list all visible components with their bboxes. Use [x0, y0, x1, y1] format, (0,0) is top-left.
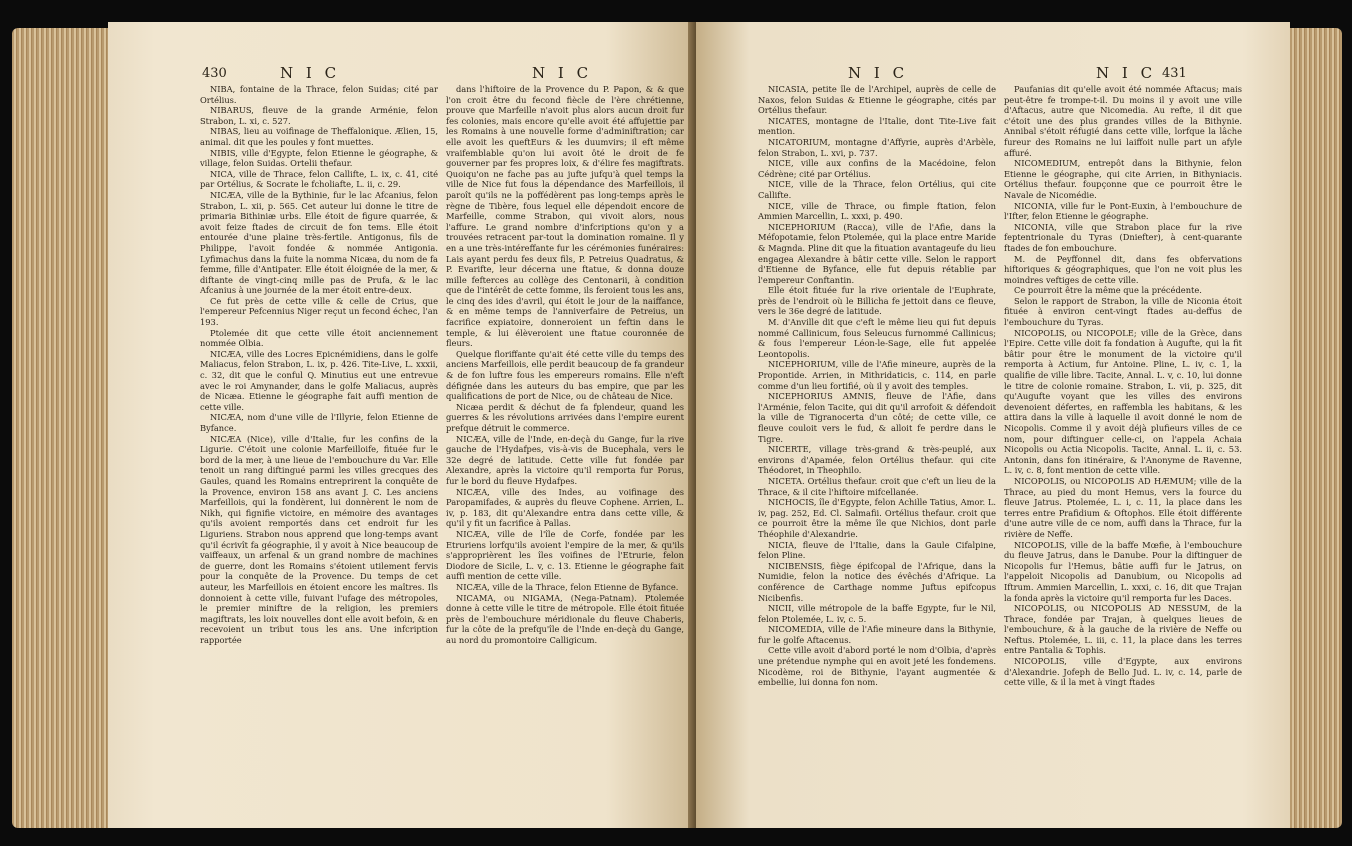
right-page-edges	[1290, 28, 1342, 828]
article-paragraph: NICOPOLIS, ville de la baffe Mœfie, à l'embouchure du fleuve Jatrus, dans le Danube. Pour la diftinguer de Nicopolis fur l'Hemus, bâtie auffi fur le Jatrus, on l'appeloit Nicopolis ad Danubium, ou Nicopolis ad Iftrum. Ammien Marcellin, L. xxxi, c. 16, dit que Trajan la fonda après la victoire qu'il remporta fur les Daces.	[1004, 539, 1242, 603]
text-column-left	[200, 84, 438, 645]
article-paragraph: NIBA, fontaine de la Thrace, felon Suidas; cité par Ortélius.	[200, 84, 438, 105]
article-paragraph: NICEPHORIUM, ville de l'Afie mineure, auprès de la Propontide. Arrien, in Mithridaticis, c. 114, en parle comme d'un lieu fortifié, où il y avoit des temples.	[758, 359, 996, 391]
article-paragraph: NICIA, fleuve de l'Italie, dans la Gaule Cifalpine, felon Pline.	[758, 539, 996, 561]
article-paragraph: NIBIS, ville d'Egypte, felon Etienne le géographe, & village, felon Suidas. Ortelii thefaur.	[200, 147, 438, 169]
left-page-edges	[12, 28, 108, 828]
article-paragraph: Paufanias dit qu'elle avoit été nommée Aftacus; mais peut-être fe trompe-t-il. Du moins il y avoit une ville d'Aftacus, autre que Nicomedia. Au refte, il dit que c'étoit une des plus grandes villes de la Bithynie. Annibal s'étoit réfugié dans cette ville, lorfque la lâche fureur des Romains ne lui laiffoit nulle part un afyle affuré.	[1004, 84, 1242, 158]
article-paragraph: NICASIA, petite île de l'Archipel, auprès de celle de Naxos, felon Suidas & Etienne le géographe, cités par Ortélius thefaur.	[758, 84, 996, 116]
article-paragraph: NICÆA, ville de l'Inde, en-deçà du Gange, fur la rive gauche de l'Hydafpes, vis-à-vis de Bucephala, vers le 32e degré de latitude. Cette ville fut fondée par Alexandre, après la victoire qu'il remporta fur Porus, fur le bord du fleuve Hydafpes.	[446, 433, 684, 486]
open-book	[12, 18, 1342, 836]
article-paragraph: NICÆA, ville de la Thrace, felon Etienne de Byfance.	[456, 581, 679, 592]
text-column-right	[446, 84, 684, 645]
running-head: N I C	[848, 64, 909, 82]
article-paragraph: NICII, ville métropole de la baffe Egypte, fur le Nil, felon Ptolemée, L. iv, c. 5.	[758, 603, 996, 624]
article-paragraph: NICATORIUM, montagne d'Affyrie, auprès d'Arbèle, felon Strabon, L. xvi, p. 737.	[758, 136, 996, 158]
article-paragraph: Nicæa perdit & déchut de fa fplendeur, quand les guerres & les révolutions arrivées dans l'empire eurent prefque détruit le commerce.	[446, 401, 684, 433]
article-paragraph: NICE, ville aux confins de la Macédoine, felon Cédrène; cité par Ortélius.	[758, 158, 996, 179]
running-head: N I C	[532, 64, 593, 82]
article-paragraph: NICÆA, ville de la Bythinie, fur le lac Afcanius, felon Strabon, L. xii, p. 565. Cet auteur lui donne le titre de primaria Bithiniæ urbs. Elle étoit de figure quarrée, & avoit feize ftades de circuit de fon tems. Elle étoit entourée d'une plaine très-fertile. Antigonus, fils de Philippe, l'avoit fondée & nommée Antigonia. Lyfimachus dans la fuite la nomma Nicæa, du nom de fa femme, fille d'Antipater. Elle étoit éloignée de la mer, & diftante de vingt-cinq mille pas de Prufa, & le lac Afcanius à une journée de la mer étoit entre-deux.	[200, 189, 438, 296]
text-column-right	[1004, 84, 1242, 688]
running-head: N I C	[1096, 64, 1157, 82]
article-paragraph: NICÆA, nom d'une ville de l'Illyrie, felon Etienne de Byfance.	[200, 412, 438, 433]
article-paragraph: NICA, ville de Thrace, felon Callifte, L. ix, c. 41, cité par Ortélius, & Socrate le fcholiafte, L. ii, c. 29.	[200, 168, 438, 190]
article-paragraph: M. d'Anville dit que c'eft le même lieu qui fut depuis nommé Callinicum, fous Seleucus furnommé Callinicus; & fous l'empereur Léon-le-Sage, elle fut appelée Leontopolis.	[758, 317, 996, 359]
running-head: N I C	[280, 64, 341, 82]
article-paragraph: NICÆA, ville des Indes, au voifinage des Paropamifades, & auprès du fleuve Cophene. Arrien, L. iv, p. 183, dit qu'Alexandre entra dans cette ville, & qu'il y fit un facrifice à Pallas.	[446, 486, 684, 529]
page-number: 431	[1162, 66, 1187, 81]
article-paragraph: NICE, ville de la Thrace, felon Ortélius, qui cite Callifte.	[758, 179, 996, 200]
article-paragraph: NICETA. Ortélius thefaur. croit que c'eft un lieu de la Thrace, & il cite l'hiftoire mifcellanée.	[758, 475, 996, 497]
article-paragraph: NIBARUS, fleuve de la grande Arménie, felon Strabon, L. xi, c. 527.	[200, 105, 438, 126]
article-paragraph: Cette ville avoit d'abord porté le nom d'Olbia, d'après une prétendue nymphe qui en avoit jeté les fondemens. Nicodème, roi de Bithynie, l'ayant augmentée & embellie, lui donna fon nom.	[758, 645, 996, 688]
article-paragraph: NICONIA, ville que Strabon place fur la rive feptentrionale du Tyras (Dniefter), à cent-quarante ftades de fon embouchure.	[1004, 221, 1242, 253]
page-number: 430	[202, 66, 227, 81]
article-paragraph: NICHOCIS, île d'Egypte, felon Achille Tatius, Amor. L. iv, pag. 252, Ed. Cl. Salmafii. Ortélius thefaur. croit que ce pourroit être la même île que Nichios, dont parle Théophile d'Alexandrie.	[758, 497, 996, 539]
article-paragraph: NICOPOLIS, ou NICOPOLIS AD HÆMUM; ville de la Thrace, au pied du mont Hemus, vers la fource du fleuve Jatrus. Ptolemée, L. i, c. 11, la place dans les terres entre Prafidium & Oftophos. Elle étoit différente d'une autre ville de ce nom, auffi dans la Thrace, fur la rivière de Neffe.	[1004, 475, 1242, 539]
article-paragraph: NICERTE, village très-grand & très-peuplé, aux environs d'Apamée, felon Ortélius thefaur. qui cite Théodoret, in Theophilo.	[758, 444, 996, 476]
article-paragraph: NICE, ville de Thrace, ou fimple ftation, felon Ammien Marcellin, L. xxxi, p. 490.	[758, 200, 996, 222]
article-paragraph: Selon le rapport de Strabon, la ville de Niconia étoit fituée à environ cent-vingt ftades au-deffus de l'embouchure du Tyras.	[1004, 295, 1242, 328]
article-paragraph: NICOMEDIA, ville de l'Afie mineure dans la Bithynie, fur le golfe Aftacenus.	[758, 624, 996, 645]
left-page	[108, 22, 694, 828]
article-paragraph: NICÆA, ville des Locres Epicnémidiens, dans le golfe Maliacus, felon Strabon, L. ix, p. 426. Tite-Live, L. xxxii, c. 32, dit que le conful Q. Minutius eut une entrevue avec le roi Amynander, dans le golfe Maliacus, auprès de Nicæa. Etienne le géographe fait auffi mention de cette ville.	[200, 348, 438, 412]
article-paragraph: NICOPOLIS, ville d'Egypte, aux environs d'Alexandrie. Jofeph de Bello Jud. L. iv, c. 14, parle de cette ville, & il la met à vingt ftades	[1004, 656, 1242, 688]
article-paragraph: Elle étoit fituée fur la rive orientale de l'Euphrate, près de l'endroit où le Billicha fe jettoit dans ce fleuve, vers le 36e degré de latitude.	[758, 285, 996, 317]
article-paragraph: NICAMA, ou NIGAMA, (Nega-Patnam). Ptolemée donne à cette ville le titre de métropole. Elle étoit fituée près de l'embouchure méridionale du fleuve Chaberis, fur la côte de la prefqu'île de l'Inde en-deçà du Gange, au nord du promontoire Calligicum.	[446, 592, 684, 645]
article-paragraph: NIBAS, lieu au voifinage de Theffalonique. Ælien, 15, animal. dit que les poules y font muettes.	[200, 126, 438, 147]
article-paragraph: Quelque floriffante qu'ait été cette ville du temps des anciens Marfeillois, elle perdit beaucoup de fa grandeur & de fon luftre fous les empereurs romains. Elle n'eft défignée dans les auteurs du bas empire, que par les qualifications de port de Nice, ou de château de Nice.	[446, 348, 684, 402]
text-column-left	[758, 84, 996, 688]
article-paragraph: Ce pourroit être la même que la précédente.	[1014, 285, 1202, 296]
article-paragraph: M. de Peyffonnel dit, dans fes obfervations hiftoriques & géographiques, que l'on ne voit plus les moindres veftiges de cette ville.	[1004, 253, 1242, 285]
article-paragraph: NICOPOLIS, ou NICOPOLE; ville de la Grèce, dans l'Epire. Cette ville doit fa fondation à Augufte, qui la fit bâtir pour être le monument de la victoire qu'il remporta à Actium, fur Antoine. Pline, L. iv, c. 1, la qualifie de ville libre. Tacite, Annal. L. v, c. 10, lui donne le titre de colonie romaine. Strabon, L. vii, p. 325, dit qu'Augufte voyant que les villes des environs devenoient défertes, en raffembla les habitans, & les attira dans la ville à laquelle il avoit donné le nom de Nicopolis. Comme il y avoit déjà plufieurs villes de ce nom, pour diftinguer celle-ci, on l'appela Achaia Nicopolis ou Actia Nicopolis. Tacite, Annal. L. ii, c. 53. Antonin, dans fon itinéraire, & l'Anonyme de Ravenne, L. iv, c. 8, font mention de cette ville.	[1004, 327, 1242, 476]
article-paragraph: dans l'hiftoire de la Provence du P. Papon, & & que l'on croit être du fecond fiècle de l'ère chrétienne, prouve que Marfeille n'avoit plus alors aucun droit fur fes colonies, mais encore qu'elle avoit été affujettie par les Romains à une nouvelle forme d'adminiftration; car elle avoit les queftEurs & les duumvirs; il eft même vraifemblable qu'on lui avoit ôté le droit de fe gouverner par fes propres loix, & d'élire fes magiftrats. Quoiqu'on ne fache pas au jufte jufqu'à quel temps la ville de Nice fut fous la dépendance des Marfeillois, il paroît qu'ils ne la poffédèrent pas long-temps après le règne de Tibère, fous lequel elle dépendoit encore de Marfeille, comme Strabon, qui vivoit alors, nous l'affure. Le grand nombre d'infcriptions qu'on y a trouvées retracent par-tout la domination romaine. Il y en a une très-intéreffante fur les cérémonies funéraires: Lais ayant perdu fes deux fils, P. Petreius Quadratus, & P. Evarifte, leur décerna une ftatue, & donna douze mille fefterces au collège des Centonarii, à condition que de l'intérêt de cette fomme, ils feroient tous les ans, le cinq des ides d'avril, qui étoit le jour de la naiffance, & en même temps de l'anniverfaire de Petreius, un facrifice expiatoire, donneroient un feftin dans le temple, & lui élèveroient une ftatue couronnée de fleurs.	[446, 84, 684, 349]
article-paragraph: NICÆA, ville de l'île de Corfe, fondée par les Etruriens lorfqu'ils avoient l'empire de la mer, & qu'ils s'approprièrent les îles voifines de l'Etrurie, felon Diodore de Sicile, L. v, c. 13. Etienne le géographe fait auffi mention de cette ville.	[446, 528, 684, 582]
article-paragraph: NICONIA, ville fur le Pont-Euxin, à l'embouchure de l'Ifter, felon Etienne le géographe.	[1004, 200, 1242, 222]
article-paragraph: NICÆA (Nice), ville d'Italie, fur les confins de la Ligurie. C'étoit une colonie Marfeilloife, fituée fur le bord de la mer, à une lieue de l'embouchure du Var. Elle tenoit un rang diftingué parmi les villes grecques des Gaules, quand les Romains entreprirent la conquête de la Provence, environ 158 ans avant J. C. Les anciens Marfeillois, qui la fondèrent, lui donnèrent le nom de Nikh, qui fignifie victoire, en mémoire des avantages qu'ils avoient remportés dans cet endroit fur les Liguriens. Strabon nous apprend que long-temps avant qu'il écrivît fa géographie, il y avoit à Nice beaucoup de vaiffeaux, un arfenal & un grand nombre de machines de guerre, dont les Romains s'étoient utilement fervis pour la conquête de la Provence. Du temps de cet auteur, les Marfeillois en étoient encore les maîtres. Ils donnoient à cette ville, fuivant l'ufage des métropoles, le premier miniftre de la religion, les premiers magiftrats, les loix nouvelles dont elle avoit befoin, & en recevoient un tribut tous les ans. Une infcription rapportée	[200, 433, 438, 645]
article-paragraph: Ptolemée dit que cette ville étoit anciennement nommée Olbia.	[200, 327, 438, 349]
article-paragraph: NICIBENSIS, fiège épifcopal de l'Afrique, dans la Numidie, felon la notice des évêchés d'Afrique. La conférence de Carthage nomme Juftus epifcopus Nicibenfis.	[758, 560, 996, 603]
right-page	[696, 22, 1290, 828]
article-paragraph: NICATES, montagne de l'Italie, dont Tite-Live fait mention.	[758, 115, 996, 137]
article-paragraph: NICOMEDIUM, entrepôt dans la Bithynie, felon Etienne le géographe, qui cite Arrien, in Bithyniacis. Ortélius thefaur. foupçonne que ce pourroit être le Navale de Nicomédie.	[1004, 158, 1242, 200]
article-paragraph: NICEPHORIUM (Racca), ville de l'Afie, dans la Méfopotamie, felon Ptolemée, qui la place entre Maride & Magnda. Pline dit que la fituation avantageufe du lieu engagea Alexandre à bâtir cette ville. Selon le rapport d'Etienne de Byfance, elle fut depuis rétablie par l'empereur Conftantin.	[758, 221, 996, 285]
article-paragraph: NICEPHORIUS AMNIS, fleuve de l'Afie, dans l'Arménie, felon Tacite, qui dit qu'il arrofoit & défendoit la ville de Tigranocerta d'un côté; de cette ville, ce fleuve couloit vers le fud, & alloit fe perdre dans le Tigre.	[758, 391, 996, 444]
article-paragraph: Ce fut près de cette ville & celle de Crius, que l'empereur Pefcennius Niger reçut un fecond échec, l'an 193.	[200, 295, 438, 328]
article-paragraph: NICOPOLIS, ou NICOPOLIS AD NESSUM, de la Thrace, fondée par Trajan, à quelques lieues de l'embouchure, & à la gauche de la rivière de Neffe ou Neftus. Ptolemée, L. iii, c. 11, la place dans les terres entre Pantalia & Tophis.	[1004, 603, 1242, 656]
